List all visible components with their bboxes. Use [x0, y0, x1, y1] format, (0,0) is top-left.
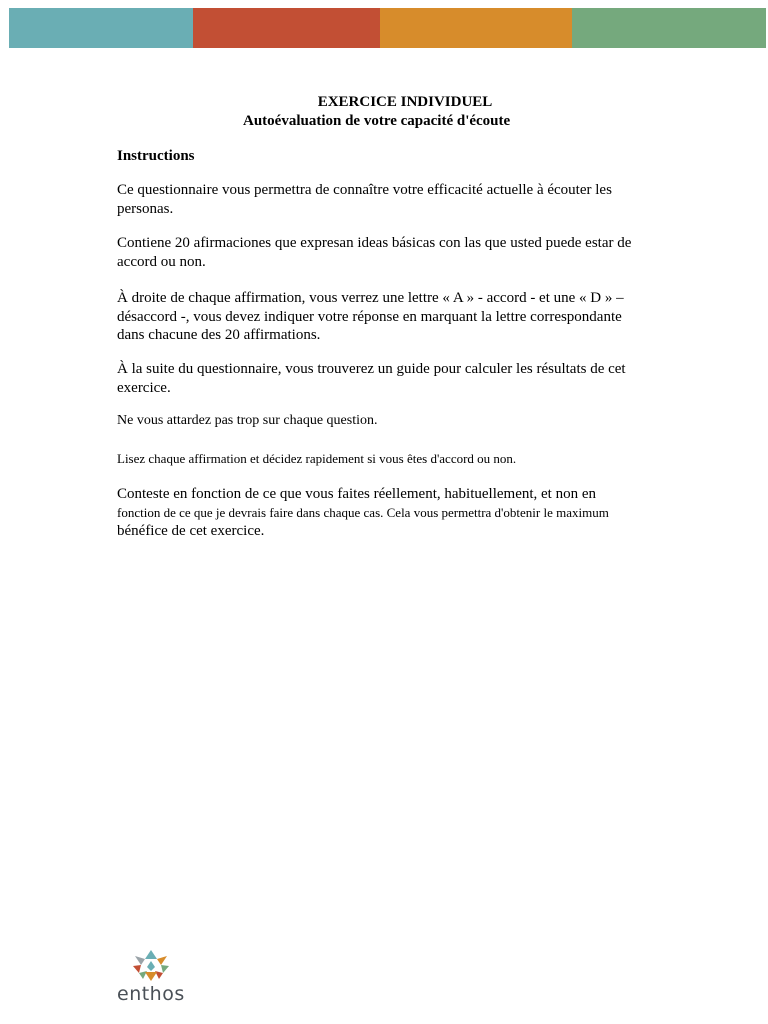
- paragraph-marking: À droite de chaque affirmation, vous verrez une lettre « A » - accord - et une « D » –désaccord -, vous devez indiquer votre réponse en marquant la lettre correspondante dans chacune des 20 affirmations.: [117, 290, 624, 343]
- document-subtitle: Autoévaluation de votre capacité d'écoute: [243, 113, 511, 129]
- paragraph-answer-line-3: bénéfice de cet exercice.: [117, 523, 265, 539]
- paragraph-purpose: Ce questionnaire vous permettra de connaître votre efficacité actuelle à écouter les personas.: [117, 182, 612, 217]
- paragraph-answer-honestly: [117, 485, 647, 541]
- color-bar-teal: [9, 8, 193, 48]
- paragraph-read-quickly: Lisez chaque affirmation et décidez rapidement si vous êtes d'accord ou non.: [117, 451, 517, 466]
- document-title: EXERCICE INDIVIDUEL: [317, 94, 493, 110]
- paragraph-dont-linger: Ne vous attardez pas trop sur chaque question.: [117, 413, 378, 428]
- enthos-logo-icon: [131, 948, 171, 982]
- color-bar-red: [193, 8, 380, 48]
- color-bar-orange: [380, 8, 572, 48]
- header-color-bar: [9, 8, 766, 48]
- paragraph-answer-line-2: fonction de ce que je devrais faire dans chaque cas. Cela vous permettra d'obtenir le maximum: [117, 504, 609, 520]
- paragraph-guide: À la suite du questionnaire, vous trouverez un guide pour calculer les résultats de cet exercice.: [117, 361, 626, 396]
- enthos-logo: [117, 948, 187, 1008]
- logo-wordmark: enthos: [117, 983, 185, 1005]
- paragraph-statements: Contiene 20 afirmaciones que expresan ideas básicas con las que usted puede estar de accord ou non.: [117, 235, 632, 270]
- color-bar-green: [572, 8, 766, 48]
- paragraph-answer-line-1: Conteste en fonction de ce que vous faites réellement, habituellement, et non en: [117, 486, 597, 502]
- instructions-heading: Instructions: [117, 148, 195, 164]
